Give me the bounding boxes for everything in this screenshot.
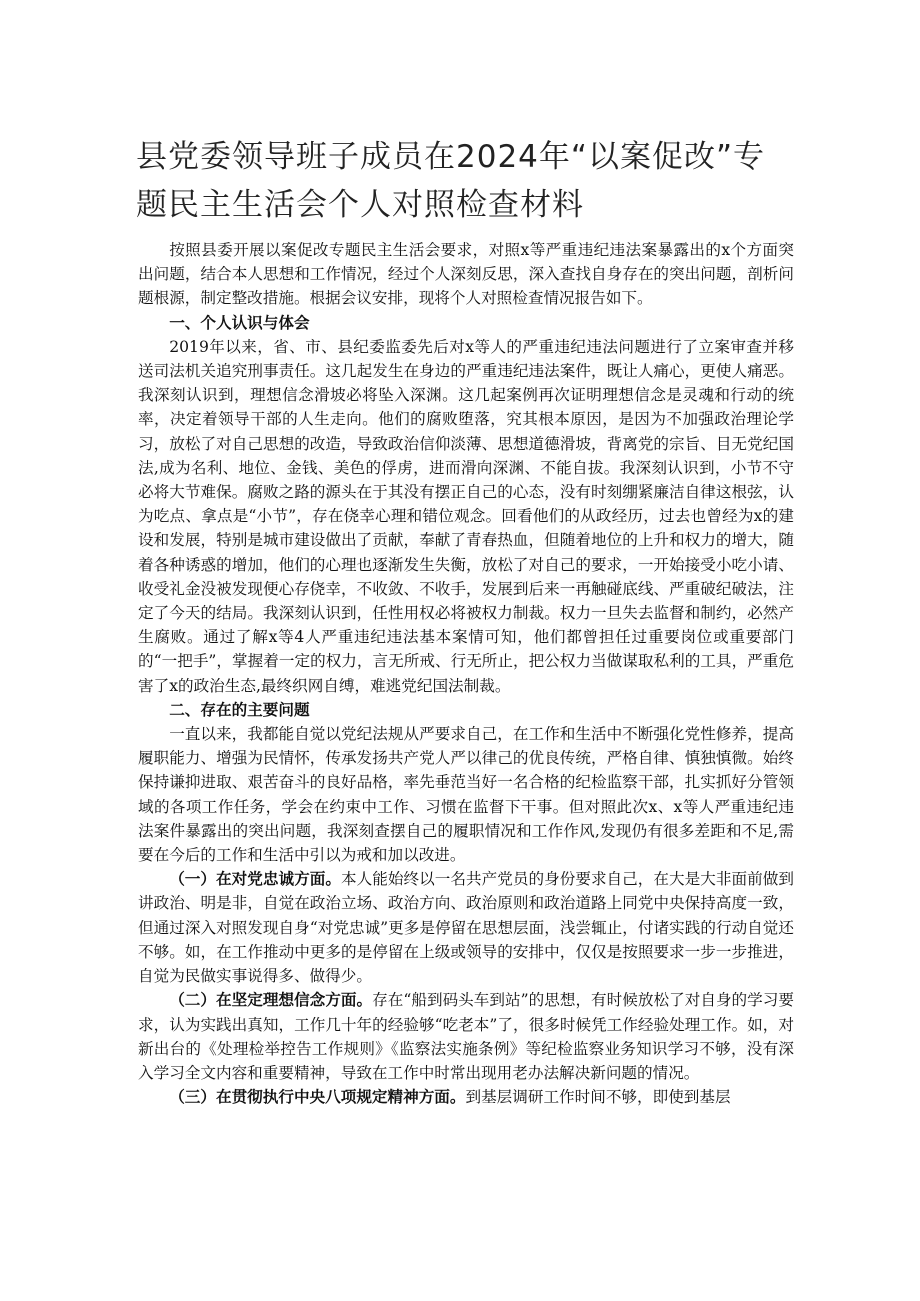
intro-paragraph: 按照县委开展以案促改专题民主生活会要求，对照x等严重违纪违法案暴露出的x个方面突出问题，结合本人思想和工作情况，经过个人深刻反思，深入查找自身存在的突出问题，剖析问题根源，制定整改措施。根据会议安排，现将个人对照检查情况报告如下。 [138, 241, 794, 308]
section-heading-2: 二、存在的主要问题 [169, 700, 310, 719]
section-heading-1: 一、个人认识与体会 [169, 313, 310, 332]
document-body [138, 238, 794, 1109]
section2-paragraph: 一直以来，我都能自觉以党纪法规从严要求自己，在工作和生活中不断强化党性修养，提高履职能力、增强为民情怀，传承发扬共产党人严以律己的优良传统，严格自律、慎独慎微。始终保持谦抑进取、艰苦奋斗的良好品格，率先垂范当好一名合格的纪检监察干部，扎实抓好分管领域的各项工作任务，学会在约束中工作、习惯在监督下干事。但对照此次x、x等人严重违纪违法案件暴露出的突出问题，我深刻查摆自己的履职情况和工作作风,发现仍有很多差距和不足,需要在今后的工作和生活中引以为戒和加以改进。 [138, 725, 794, 865]
item2-lead: （二）在坚定理想信念方面。 [169, 991, 373, 1010]
item2-paragraph [138, 988, 794, 1085]
item2-text: 存在“船到码头车到站”的思想，有时候放松了对自身的学习要求，认为实践出真知，工作几十年的经验够“吃老本”了，很多时候凭工作经验处理工作。如，对新出台的《处理检举控告工作规则》《监察法实施条例》等纪检监察业务知识学习不够，没有深入学习全文内容和重要精神，导致在工作中时常出现用老办法解决新问题的情况。 [138, 991, 794, 1082]
item3-text: 到基层调研工作时间不够，即使到基层 [465, 1088, 731, 1107]
document-title: 县党委领导班子成员在2024年“以案促改”专题民主生活会个人对照检查材料 [136, 139, 766, 223]
section1-paragraph: 2019年以来，省、市、县纪委监委先后对x等人的严重违纪违法问题进行了立案审查并移送司法机关追究刑事责任。这几起发生在身边的严重违纪违法案件，既让人痛心，更使人痛恶。我深刻认识到，理想信念滑坡必将坠入深渊。这几起案例再次证明理想信念是灵魂和行动的统率，决定着领导干部的人生走向。他们的腐败堕落，究其根本原因，是因为不加强政治理论学习，放松了对自己思想的改造，导致政治信仰淡薄、思想道德滑坡，背离党的宗旨、目无党纪国法,成为名利、地位、金钱、美色的俘虏，进而滑向深渊、不能自拔。我深刻认识到，小节不守必将大节难保。腐败之路的源头在于其没有摆正自己的心态，没有时刻绷紧廉洁自律这根弦，认为吃点、拿点是“小节”，存在侥幸心理和错位观念。回看他们的从政经历，过去也曾经为x的建设和发展，特别是城市建设做出了贡献，奉献了青春热血，但随着地位的上升和权力的增大，随着各种诱惑的增加，他们的心理也逐渐发生失衡，放松了对自己的要求，一开始接受小吃小请、收受礼金没被发现便心存侥幸，不收敛、不收手，发展到后来一再触碰底线、严重破纪破法，注定了今天的结局。我深刻认识到，任性用权必将被权力制裁。权力一旦失去监督和制约，必然产生腐败。通过了解x等4人严重违纪违法基本案情可知，他们都曾担任过重要岗位或重要部门的“一把手”，掌握着一定的权力，言无所戒、行无所止，把公权力当做谋取私利的工具，严重危害了x的政治生态,最终织网自缚，难逃党纪国法制裁。 [138, 337, 794, 695]
item1-text: 本人能始终以一名共产党员的身份要求自己，在大是大非面前做到讲政治、明是非，自觉在政治立场、政治方向、政治原则和政治道路上同党中央保持高度一致，但通过深入对照发现自身“对党忠诚”更多是停留在思想层面，浅尝辄止，付诸实践的行动自觉还不够。如，在工作推动中更多的是停留在上级或领导的安排中，仅仅是按照要求一步一步推进，自觉为民做实事说得多、做得少。 [138, 870, 794, 986]
item1-lead: （一）在对党忠诚方面。 [169, 870, 342, 889]
item3-paragraph [138, 1085, 794, 1109]
item3-lead: （三）在贯彻执行中央八项规定精神方面。 [169, 1088, 466, 1107]
item1-paragraph [138, 867, 794, 988]
